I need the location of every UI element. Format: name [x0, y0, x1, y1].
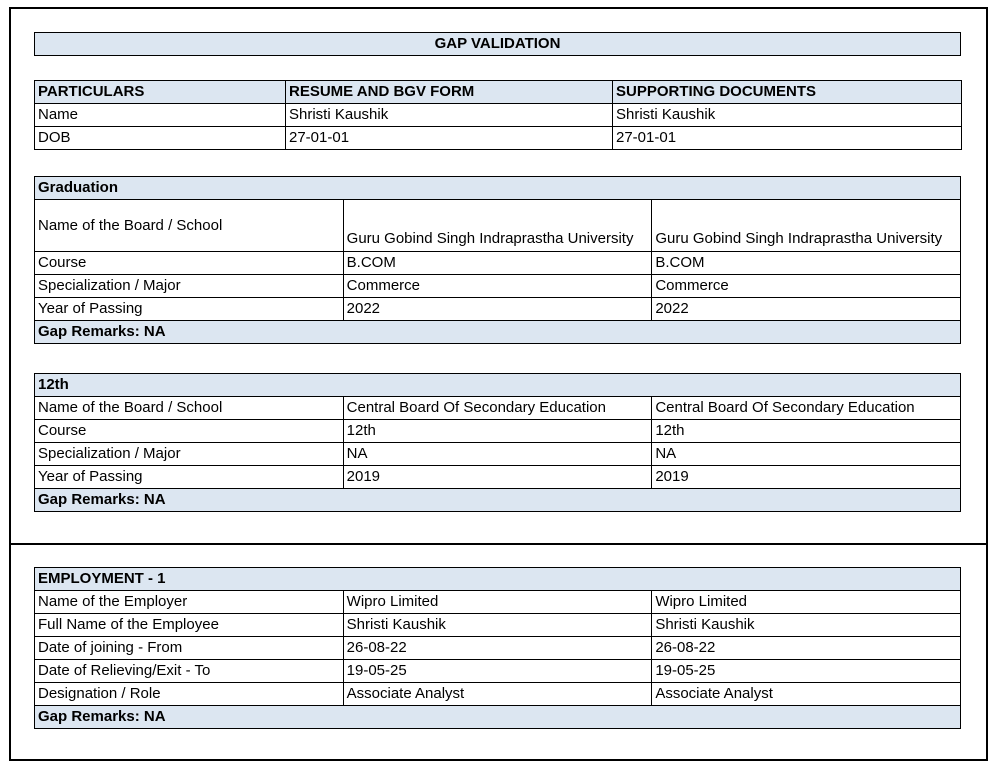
table-row	[35, 275, 961, 298]
table-row	[35, 200, 961, 252]
header-supporting: SUPPORTING DOCUMENTS	[613, 81, 962, 104]
resume-value: Central Board Of Secondary Education	[343, 397, 652, 420]
supporting-value: B.COM	[652, 252, 961, 275]
resume-value: 2019	[343, 466, 652, 489]
table-row	[35, 397, 961, 420]
resume-value: 19-05-25	[343, 660, 652, 683]
row-label: Name of the Employer	[35, 591, 344, 614]
table-row	[35, 298, 961, 321]
section-heading-graduation	[35, 177, 961, 200]
supporting-value: Shristi Kaushik	[613, 104, 962, 127]
resume-value: B.COM	[343, 252, 652, 275]
section-title: 12th	[35, 374, 961, 397]
resume-value: 26-08-22	[343, 637, 652, 660]
table-row	[35, 252, 961, 275]
row-label: Specialization / Major	[35, 275, 344, 298]
table-row	[35, 683, 961, 706]
resume-value: Commerce	[343, 275, 652, 298]
section-heading-employment	[35, 568, 961, 591]
header-particulars: PARTICULARS	[35, 81, 286, 104]
table-row	[35, 127, 962, 150]
supporting-value: 19-05-25	[652, 660, 961, 683]
resume-value: Associate Analyst	[343, 683, 652, 706]
table-row	[35, 443, 961, 466]
supporting-value: 2022	[652, 298, 961, 321]
gap-remarks: Gap Remarks: NA	[35, 321, 961, 344]
supporting-value: Commerce	[652, 275, 961, 298]
table-row	[35, 466, 961, 489]
supporting-value: 26-08-22	[652, 637, 961, 660]
table-row	[35, 614, 961, 637]
table-row	[35, 660, 961, 683]
supporting-value: Central Board Of Secondary Education	[652, 397, 961, 420]
table-row	[35, 420, 961, 443]
supporting-value: 27-01-01	[613, 127, 962, 150]
gap-remarks-row	[35, 706, 961, 729]
supporting-value: Guru Gobind Singh Indraprastha University	[652, 200, 961, 252]
supporting-value: NA	[652, 443, 961, 466]
graduation-table	[34, 176, 961, 344]
header-resume: RESUME AND BGV FORM	[286, 81, 613, 104]
resume-value: 2022	[343, 298, 652, 321]
table-row	[35, 637, 961, 660]
resume-value: Shristi Kaushik	[286, 104, 613, 127]
gap-remarks-row	[35, 321, 961, 344]
resume-value: Shristi Kaushik	[343, 614, 652, 637]
supporting-value: Wipro Limited	[652, 591, 961, 614]
row-label: Name of the Board / School	[35, 200, 344, 252]
section-title: EMPLOYMENT - 1	[35, 568, 961, 591]
personal-table	[34, 80, 962, 150]
row-label: Year of Passing	[35, 466, 344, 489]
resume-value: 27-01-01	[286, 127, 613, 150]
row-label: Specialization / Major	[35, 443, 344, 466]
twelfth-table	[34, 373, 961, 512]
section-title: Graduation	[35, 177, 961, 200]
table-row	[35, 104, 962, 127]
row-label: Course	[35, 420, 344, 443]
row-label: Name of the Board / School	[35, 397, 344, 420]
row-label: Date of Relieving/Exit - To	[35, 660, 344, 683]
supporting-value: Associate Analyst	[652, 683, 961, 706]
row-label: Designation / Role	[35, 683, 344, 706]
row-label: Full Name of the Employee	[35, 614, 344, 637]
table-row	[35, 591, 961, 614]
page-title: GAP VALIDATION	[34, 32, 961, 56]
supporting-value: 2019	[652, 466, 961, 489]
row-label: Name	[35, 104, 286, 127]
row-label: Date of joining - From	[35, 637, 344, 660]
row-label: Course	[35, 252, 344, 275]
gap-remarks: Gap Remarks: NA	[35, 489, 961, 512]
row-label: DOB	[35, 127, 286, 150]
resume-value: Guru Gobind Singh Indraprastha University	[343, 200, 652, 252]
resume-value: 12th	[343, 420, 652, 443]
header-row	[35, 81, 962, 104]
gap-remarks-row	[35, 489, 961, 512]
supporting-value: 12th	[652, 420, 961, 443]
resume-value: NA	[343, 443, 652, 466]
section-heading-12th	[35, 374, 961, 397]
gap-remarks: Gap Remarks: NA	[35, 706, 961, 729]
resume-value: Wipro Limited	[343, 591, 652, 614]
supporting-value: Shristi Kaushik	[652, 614, 961, 637]
row-label: Year of Passing	[35, 298, 344, 321]
employment-table	[34, 567, 961, 729]
